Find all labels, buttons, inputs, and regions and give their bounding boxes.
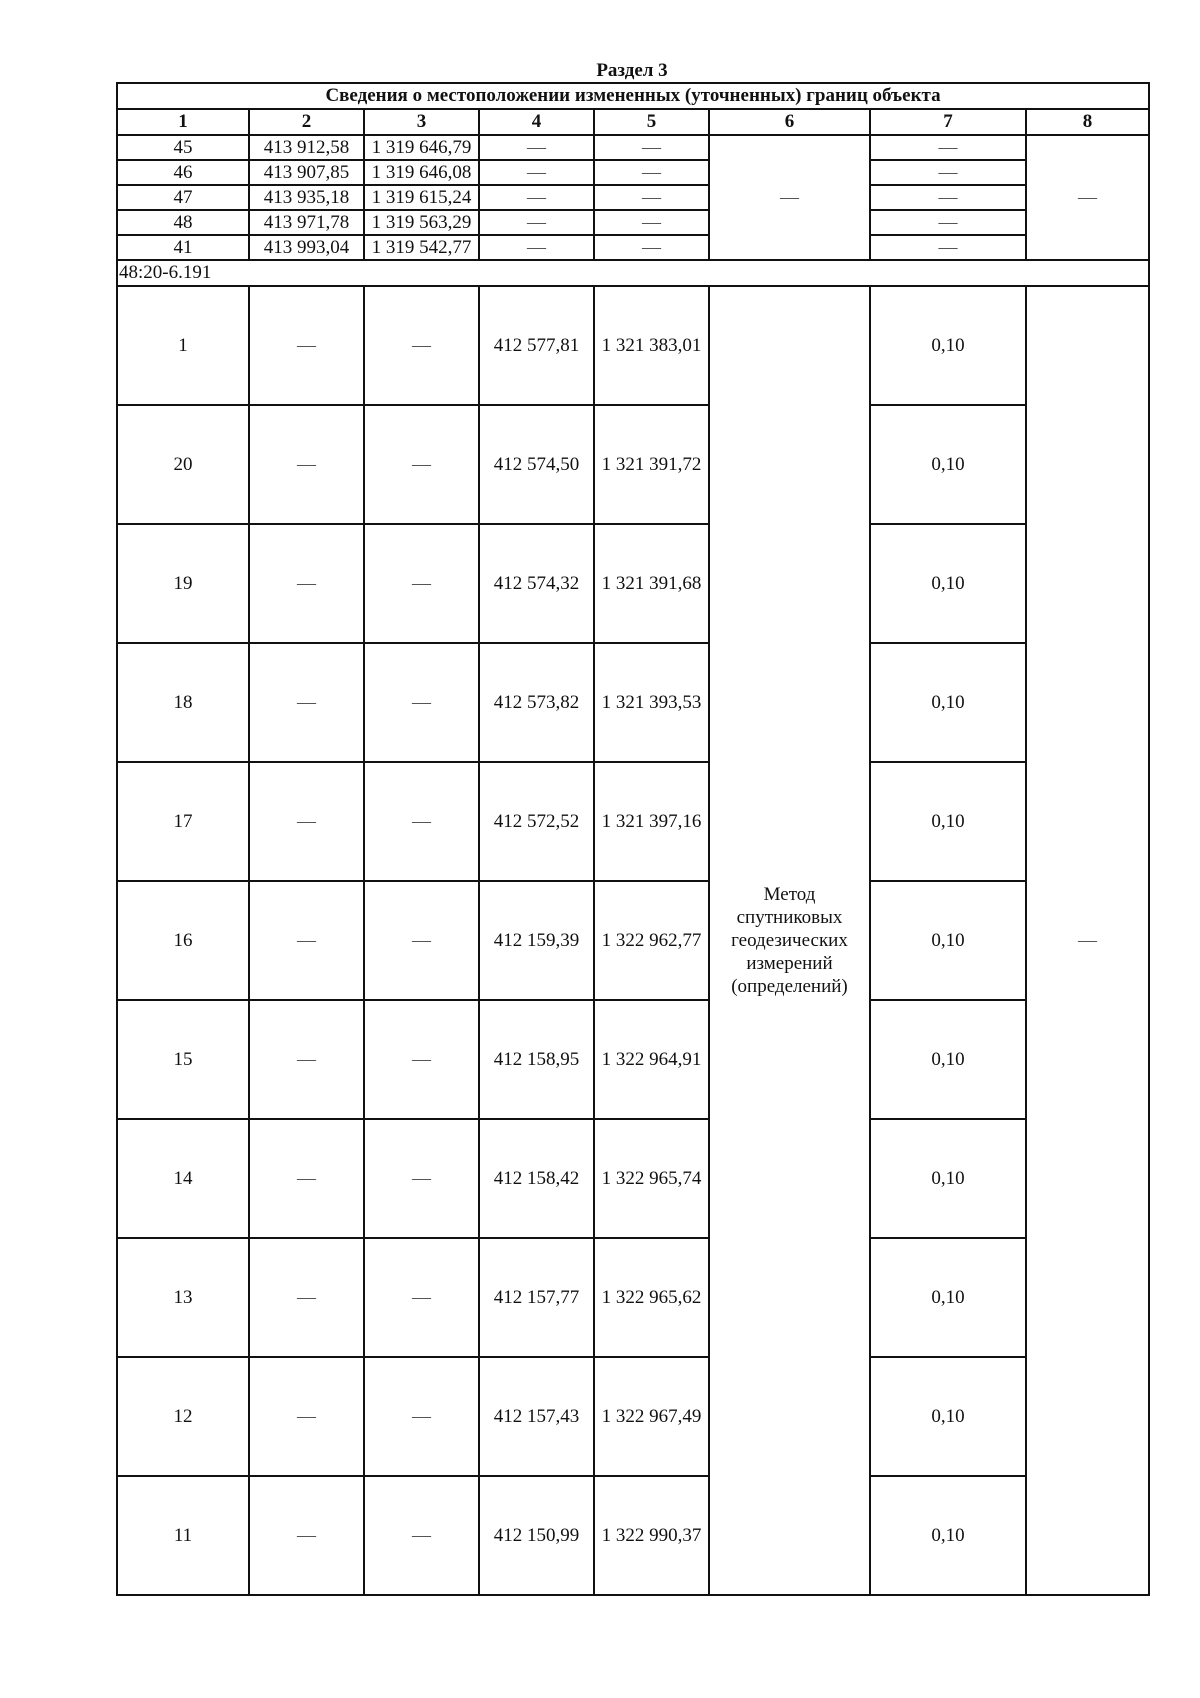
x-new-cell: 412 159,39 <box>479 881 594 1000</box>
x-new-cell: — <box>479 210 594 235</box>
table-row <box>117 643 1149 762</box>
accuracy-cell: — <box>870 135 1026 160</box>
table-row <box>117 1357 1149 1476</box>
point-number-cell: 15 <box>117 1000 249 1119</box>
x-old-cell: 413 935,18 <box>249 185 364 210</box>
y-old-cell: — <box>364 643 479 762</box>
column-header: 6 <box>709 109 870 135</box>
table-row <box>117 1000 1149 1119</box>
table-row <box>117 210 1149 235</box>
x-old-cell: — <box>249 405 364 524</box>
table-row <box>117 286 1149 405</box>
table-row <box>117 1119 1149 1238</box>
x-old-cell: 413 993,04 <box>249 235 364 260</box>
boundary-table <box>116 82 1150 1596</box>
x-old-cell: — <box>249 1476 364 1595</box>
x-old-cell: — <box>249 1000 364 1119</box>
point-number-cell: 11 <box>117 1476 249 1595</box>
object-id-cell: 48:20-6.191 <box>117 260 1149 286</box>
y-new-cell: 1 322 964,91 <box>594 1000 709 1119</box>
column-header-row <box>117 109 1149 135</box>
table-row <box>117 135 1149 160</box>
section-title: Раздел 3 <box>596 60 668 81</box>
table-row <box>117 160 1149 185</box>
x-new-cell: 412 157,43 <box>479 1357 594 1476</box>
point-number-cell: 45 <box>117 135 249 160</box>
accuracy-cell: 0,10 <box>870 286 1026 405</box>
table-row <box>117 524 1149 643</box>
y-new-cell: 1 321 391,68 <box>594 524 709 643</box>
x-new-cell: 412 577,81 <box>479 286 594 405</box>
accuracy-cell: 0,10 <box>870 405 1026 524</box>
table-row <box>117 881 1149 1000</box>
y-new-cell: 1 321 391,72 <box>594 405 709 524</box>
point-number-cell: 46 <box>117 160 249 185</box>
point-number-cell: 47 <box>117 185 249 210</box>
y-new-cell: — <box>594 160 709 185</box>
accuracy-cell: 0,10 <box>870 1000 1026 1119</box>
y-new-cell: 1 322 967,49 <box>594 1357 709 1476</box>
x-old-cell: — <box>249 1238 364 1357</box>
y-new-cell: — <box>594 210 709 235</box>
x-new-cell: 412 574,50 <box>479 405 594 524</box>
y-new-cell: — <box>594 235 709 260</box>
accuracy-cell: 0,10 <box>870 643 1026 762</box>
accuracy-cell: — <box>870 235 1026 260</box>
accuracy-cell: 0,10 <box>870 881 1026 1000</box>
x-old-cell: — <box>249 881 364 1000</box>
x-old-cell: — <box>249 286 364 405</box>
point-number-cell: 1 <box>117 286 249 405</box>
y-old-cell: 1 319 615,24 <box>364 185 479 210</box>
column-header: 5 <box>594 109 709 135</box>
x-new-cell: — <box>479 235 594 260</box>
y-old-cell: — <box>364 1000 479 1119</box>
x-new-cell: 412 574,32 <box>479 524 594 643</box>
y-old-cell: — <box>364 1476 479 1595</box>
y-new-cell: — <box>594 135 709 160</box>
x-old-cell: 413 971,78 <box>249 210 364 235</box>
y-new-cell: 1 321 393,53 <box>594 643 709 762</box>
y-old-cell: — <box>364 524 479 643</box>
point-number-cell: 14 <box>117 1119 249 1238</box>
y-old-cell: — <box>364 881 479 1000</box>
y-new-cell: — <box>594 185 709 210</box>
object-id-row <box>117 260 1149 286</box>
table-row <box>117 185 1149 210</box>
column-header: 3 <box>364 109 479 135</box>
table-row <box>117 405 1149 524</box>
y-old-cell: — <box>364 405 479 524</box>
x-old-cell: 413 907,85 <box>249 160 364 185</box>
table-row <box>117 235 1149 260</box>
y-old-cell: 1 319 646,79 <box>364 135 479 160</box>
point-number-cell: 18 <box>117 643 249 762</box>
y-old-cell: 1 319 542,77 <box>364 235 479 260</box>
y-old-cell: — <box>364 1357 479 1476</box>
table-row <box>117 1238 1149 1357</box>
point-number-cell: 16 <box>117 881 249 1000</box>
table-body <box>117 83 1149 1595</box>
column-header: 2 <box>249 109 364 135</box>
x-new-cell: 412 158,42 <box>479 1119 594 1238</box>
x-new-cell: 412 150,99 <box>479 1476 594 1595</box>
y-old-cell: 1 319 646,08 <box>364 160 479 185</box>
y-new-cell: 1 322 990,37 <box>594 1476 709 1595</box>
y-old-cell: 1 319 563,29 <box>364 210 479 235</box>
accuracy-cell: — <box>870 160 1026 185</box>
method-cell: — <box>709 135 870 260</box>
x-old-cell: 413 912,58 <box>249 135 364 160</box>
point-number-cell: 48 <box>117 210 249 235</box>
x-new-cell: 412 573,82 <box>479 643 594 762</box>
y-old-cell: — <box>364 1238 479 1357</box>
accuracy-cell: — <box>870 185 1026 210</box>
method-cell: Метод спутниковых геодезических измерений (определений) <box>709 286 870 1595</box>
point-number-cell: 13 <box>117 1238 249 1357</box>
y-old-cell: — <box>364 1119 479 1238</box>
accuracy-cell: — <box>870 210 1026 235</box>
y-new-cell: 1 321 383,01 <box>594 286 709 405</box>
y-old-cell: — <box>364 286 479 405</box>
accuracy-cell: 0,10 <box>870 1476 1026 1595</box>
y-new-cell: 1 322 965,62 <box>594 1238 709 1357</box>
point-number-cell: 20 <box>117 405 249 524</box>
x-old-cell: — <box>249 762 364 881</box>
point-number-cell: 41 <box>117 235 249 260</box>
table-caption-row <box>117 83 1149 109</box>
table-row <box>117 762 1149 881</box>
y-new-cell: 1 321 397,16 <box>594 762 709 881</box>
x-new-cell: — <box>479 185 594 210</box>
point-number-cell: 12 <box>117 1357 249 1476</box>
table-row <box>117 1476 1149 1595</box>
accuracy-cell: 0,10 <box>870 1119 1026 1238</box>
x-new-cell: 412 158,95 <box>479 1000 594 1119</box>
y-new-cell: 1 322 962,77 <box>594 881 709 1000</box>
accuracy-cell: 0,10 <box>870 762 1026 881</box>
x-old-cell: — <box>249 524 364 643</box>
accuracy-cell: 0,10 <box>870 524 1026 643</box>
y-old-cell: — <box>364 762 479 881</box>
note-cell: — <box>1026 135 1149 260</box>
point-number-cell: 17 <box>117 762 249 881</box>
point-number-cell: 19 <box>117 524 249 643</box>
x-new-cell: 412 572,52 <box>479 762 594 881</box>
note-cell: — <box>1026 286 1149 1595</box>
x-new-cell: — <box>479 160 594 185</box>
accuracy-cell: 0,10 <box>870 1238 1026 1357</box>
column-header: 8 <box>1026 109 1149 135</box>
y-new-cell: 1 322 965,74 <box>594 1119 709 1238</box>
x-old-cell: — <box>249 1119 364 1238</box>
column-header: 4 <box>479 109 594 135</box>
x-old-cell: — <box>249 1357 364 1476</box>
table-caption: Сведения о местоположении измененных (уточненных) границ объекта <box>117 83 1149 109</box>
column-header: 7 <box>870 109 1026 135</box>
column-header: 1 <box>117 109 249 135</box>
x-new-cell: 412 157,77 <box>479 1238 594 1357</box>
x-new-cell: — <box>479 135 594 160</box>
accuracy-cell: 0,10 <box>870 1357 1026 1476</box>
x-old-cell: — <box>249 643 364 762</box>
